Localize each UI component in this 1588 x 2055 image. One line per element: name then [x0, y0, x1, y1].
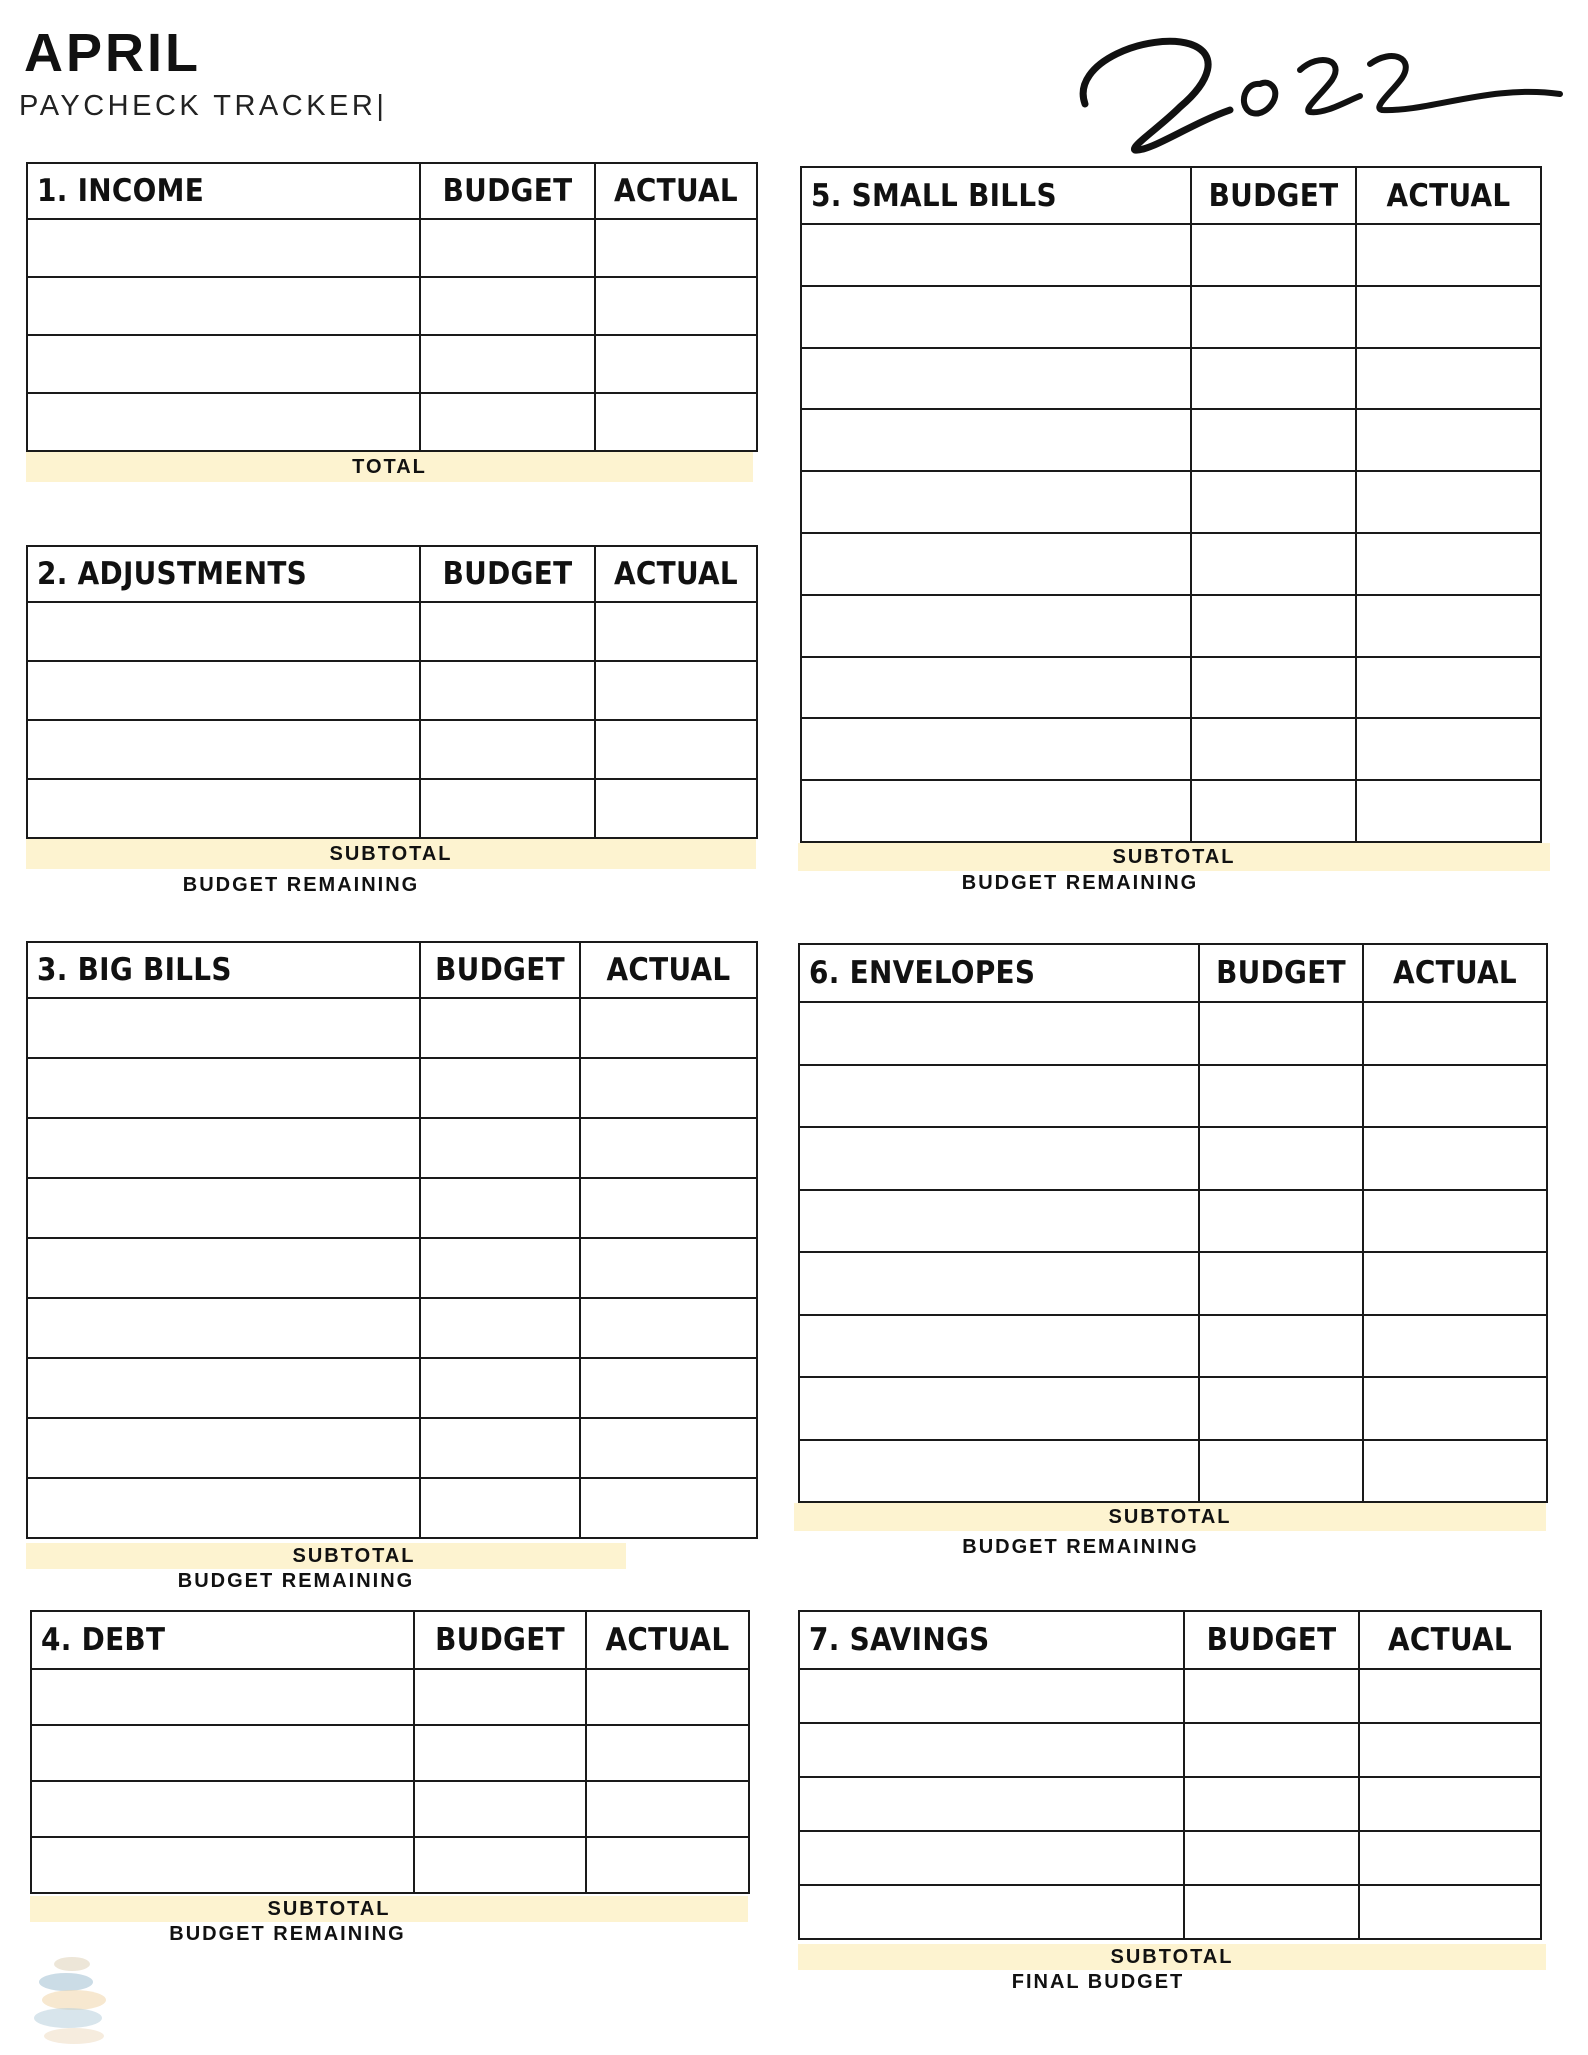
savings-title: 7. SAVINGS — [799, 1611, 1184, 1669]
actual-cell[interactable] — [595, 219, 757, 277]
actual-cell[interactable] — [580, 1358, 757, 1418]
actual-cell[interactable] — [1363, 1127, 1547, 1190]
entry-name-cell[interactable] — [801, 348, 1191, 410]
debt-title: 4. DEBT — [31, 1611, 414, 1669]
budget-cell[interactable] — [420, 1238, 580, 1298]
table-row — [799, 1723, 1541, 1777]
page-title: APRIL — [24, 23, 201, 83]
table-row — [799, 1777, 1541, 1831]
entry-name-cell[interactable] — [799, 1127, 1199, 1190]
table-row — [27, 779, 757, 838]
table-row — [799, 1190, 1547, 1253]
table-row — [799, 1002, 1547, 1065]
entry-name-cell[interactable] — [27, 779, 420, 838]
entry-name-cell[interactable] — [31, 1725, 414, 1781]
actual-cell[interactable] — [1359, 1831, 1541, 1885]
budget-cell[interactable] — [1191, 595, 1356, 657]
entry-name-cell[interactable] — [801, 780, 1191, 842]
budget-cell[interactable] — [420, 1178, 580, 1238]
table-row — [31, 1725, 749, 1781]
entry-name-cell[interactable] — [31, 1837, 414, 1893]
actual-cell[interactable] — [1363, 1377, 1547, 1440]
actual-cell[interactable] — [595, 602, 757, 661]
actual-cell[interactable] — [580, 1418, 757, 1478]
budget-cell[interactable] — [1191, 409, 1356, 471]
savings-subtotal-bar: SUBTOTAL — [798, 1944, 1546, 1970]
table-row — [27, 998, 757, 1058]
envelopes-section — [798, 943, 1546, 1557]
budget-cell[interactable] — [420, 720, 595, 779]
entry-name-cell[interactable] — [799, 1669, 1184, 1723]
budget-column-header: BUDGET — [1184, 1611, 1359, 1669]
table-row — [27, 1298, 757, 1358]
budget-cell[interactable] — [420, 998, 580, 1058]
table-row — [801, 780, 1541, 842]
actual-column-header: ACTUAL — [1363, 944, 1547, 1002]
entry-name-cell[interactable] — [27, 720, 420, 779]
envelopes-budget-remaining: BUDGET REMAINING — [962, 1536, 1199, 1558]
entry-name-cell[interactable] — [27, 602, 420, 661]
budget-cell[interactable] — [1191, 780, 1356, 842]
table-row — [27, 277, 757, 335]
budget-cell[interactable] — [1191, 533, 1356, 595]
budget-cell[interactable] — [1191, 657, 1356, 719]
entry-name-cell[interactable] — [27, 661, 420, 720]
debt-section — [30, 1610, 748, 1944]
actual-column-header: ACTUAL — [1356, 167, 1541, 224]
budget-cell[interactable] — [414, 1669, 586, 1725]
actual-cell[interactable] — [1356, 224, 1541, 286]
debt-budget-remaining: BUDGET REMAINING — [169, 1923, 406, 1945]
actual-cell[interactable] — [580, 1118, 757, 1178]
actual-cell[interactable] — [595, 335, 757, 393]
big-bills-title: 3. BIG BILLS — [27, 942, 420, 998]
adjustments-budget-remaining: BUDGET REMAINING — [182, 874, 420, 896]
budget-cell[interactable] — [420, 661, 595, 720]
budget-cell[interactable] — [420, 219, 595, 277]
table-row — [801, 348, 1541, 410]
entry-name-cell[interactable] — [27, 1358, 420, 1418]
entry-name-cell[interactable] — [799, 1315, 1199, 1378]
actual-cell[interactable] — [580, 1478, 757, 1538]
table-row — [799, 1252, 1547, 1315]
actual-cell[interactable] — [586, 1837, 749, 1893]
budget-column-header: BUDGET — [420, 163, 595, 219]
actual-cell[interactable] — [595, 393, 757, 451]
big-bills-subtotal-label: SUBTOTAL — [292, 1545, 416, 1567]
budget-cell[interactable] — [1199, 1002, 1363, 1065]
budget-cell[interactable] — [420, 335, 595, 393]
budget-cell[interactable] — [1199, 1377, 1363, 1440]
actual-column-header: ACTUAL — [595, 546, 757, 602]
entry-name-cell[interactable] — [27, 1418, 420, 1478]
table-row — [801, 718, 1541, 780]
envelopes-table — [798, 943, 1548, 1503]
actual-cell[interactable] — [1359, 1777, 1541, 1831]
table-row — [27, 1478, 757, 1538]
actual-cell[interactable] — [1356, 780, 1541, 842]
budget-cell[interactable] — [420, 1418, 580, 1478]
actual-cell[interactable] — [586, 1669, 749, 1725]
actual-cell[interactable] — [1356, 657, 1541, 719]
envelopes-title: 6. ENVELOPES — [799, 944, 1199, 1002]
entry-name-cell[interactable] — [31, 1781, 414, 1837]
table-row — [31, 1781, 749, 1837]
budget-column-header: BUDGET — [420, 546, 595, 602]
savings-table — [798, 1610, 1542, 1940]
actual-cell[interactable] — [1356, 409, 1541, 471]
entry-name-cell[interactable] — [799, 1777, 1184, 1831]
table-row — [801, 409, 1541, 471]
budget-cell[interactable] — [420, 1478, 580, 1538]
actual-cell[interactable] — [595, 779, 757, 838]
table-row — [801, 533, 1541, 595]
entry-name-cell[interactable] — [801, 718, 1191, 780]
savings-section — [798, 1610, 1540, 1992]
table-row — [27, 1118, 757, 1178]
table-row — [799, 1831, 1541, 1885]
table-row — [799, 1127, 1547, 1190]
table-row — [27, 661, 757, 720]
big-bills-section — [26, 941, 756, 1591]
table-row — [801, 657, 1541, 719]
actual-cell[interactable] — [1363, 1065, 1547, 1128]
actual-column-header: ACTUAL — [586, 1611, 749, 1669]
budget-cell[interactable] — [1191, 224, 1356, 286]
actual-column-header: ACTUAL — [580, 942, 757, 998]
actual-cell[interactable] — [1356, 471, 1541, 533]
entry-name-cell[interactable] — [27, 1478, 420, 1538]
adjustments-subtotal-bar: SUBTOTAL — [26, 839, 756, 869]
budget-cell[interactable] — [420, 1058, 580, 1118]
budget-cell[interactable] — [1184, 1777, 1359, 1831]
income-total-bar: TOTAL — [26, 452, 753, 482]
budget-cell[interactable] — [414, 1781, 586, 1837]
entry-name-cell[interactable] — [801, 657, 1191, 719]
adjustments-table — [26, 545, 758, 839]
budget-cell[interactable] — [420, 602, 595, 661]
debt-subtotal-bar — [30, 1896, 748, 1922]
table-row — [799, 1885, 1541, 1939]
entry-name-cell[interactable] — [27, 1238, 420, 1298]
entry-name-cell[interactable] — [799, 1002, 1199, 1065]
actual-column-header: ACTUAL — [595, 163, 757, 219]
entry-name-cell[interactable] — [801, 471, 1191, 533]
budget-cell[interactable] — [1199, 1252, 1363, 1315]
actual-cell[interactable] — [595, 277, 757, 335]
budget-cell[interactable] — [1191, 471, 1356, 533]
budget-cell[interactable] — [420, 393, 595, 451]
entry-name-cell[interactable] — [799, 1831, 1184, 1885]
actual-cell[interactable] — [1363, 1440, 1547, 1503]
actual-cell[interactable] — [1356, 286, 1541, 348]
budget-cell[interactable] — [1191, 286, 1356, 348]
table-row — [27, 335, 757, 393]
entry-name-cell[interactable] — [799, 1252, 1199, 1315]
actual-cell[interactable] — [1359, 1723, 1541, 1777]
budget-column-header: BUDGET — [1199, 944, 1363, 1002]
budget-cell[interactable] — [1191, 718, 1356, 780]
savings-final-budget: FINAL BUDGET — [1011, 1971, 1185, 1993]
small-bills-subtotal-bar: SUBTOTAL — [798, 843, 1550, 871]
actual-cell[interactable] — [1363, 1252, 1547, 1315]
income-table — [26, 162, 758, 452]
entry-name-cell[interactable] — [27, 1298, 420, 1358]
table-row — [799, 1377, 1547, 1440]
budget-cell[interactable] — [1199, 1315, 1363, 1378]
entry-name-cell[interactable] — [801, 224, 1191, 286]
budget-cell[interactable] — [1184, 1885, 1359, 1939]
actual-cell[interactable] — [580, 1298, 757, 1358]
entry-name-cell[interactable] — [27, 335, 420, 393]
table-row — [31, 1837, 749, 1893]
table-row — [27, 1358, 757, 1418]
budget-cell[interactable] — [414, 1837, 586, 1893]
small-bills-table — [800, 166, 1542, 843]
small-bills-title: 5. SMALL BILLS — [801, 167, 1191, 224]
table-row — [27, 602, 757, 661]
table-row — [27, 1058, 757, 1118]
budget-cell[interactable] — [1191, 348, 1356, 410]
entry-name-cell[interactable] — [799, 1065, 1199, 1128]
actual-cell[interactable] — [1363, 1315, 1547, 1378]
debt-subtotal-label: SUBTOTAL — [267, 1898, 391, 1920]
table-row — [799, 1440, 1547, 1503]
page-subtitle: PAYCHECK TRACKER| — [19, 90, 388, 122]
big-bills-table — [26, 941, 758, 1539]
budget-cell[interactable] — [420, 1118, 580, 1178]
entry-name-cell[interactable] — [799, 1440, 1199, 1503]
table-row — [801, 471, 1541, 533]
budget-cell[interactable] — [1184, 1831, 1359, 1885]
table-row — [801, 286, 1541, 348]
actual-cell[interactable] — [1356, 595, 1541, 657]
actual-cell[interactable] — [1356, 533, 1541, 595]
actual-cell[interactable] — [580, 998, 757, 1058]
budget-cell[interactable] — [1184, 1669, 1359, 1723]
income-section — [26, 162, 756, 482]
actual-cell[interactable] — [1359, 1669, 1541, 1723]
small-bills-budget-remaining: BUDGET REMAINING — [961, 871, 1199, 894]
small-bills-section — [800, 166, 1540, 893]
table-row — [27, 219, 757, 277]
actual-cell[interactable] — [1363, 1190, 1547, 1253]
budget-column-header: BUDGET — [420, 942, 580, 998]
envelopes-subtotal-bar: SUBTOTAL — [794, 1503, 1546, 1531]
adjustments-title: 2. ADJUSTMENTS — [27, 546, 420, 602]
entry-name-cell[interactable] — [31, 1669, 414, 1725]
entry-name-cell[interactable] — [801, 409, 1191, 471]
table-row — [27, 720, 757, 779]
actual-cell[interactable] — [1359, 1885, 1541, 1939]
actual-column-header: ACTUAL — [1359, 1611, 1541, 1669]
actual-cell[interactable] — [595, 720, 757, 779]
actual-cell[interactable] — [1363, 1002, 1547, 1065]
entry-name-cell[interactable] — [799, 1190, 1199, 1253]
year-signature-icon — [1070, 12, 1570, 162]
budget-column-header: BUDGET — [1191, 167, 1356, 224]
table-row — [799, 1315, 1547, 1378]
big-bills-budget-remaining: BUDGET REMAINING — [177, 1570, 415, 1592]
table-row — [27, 393, 757, 451]
budget-cell[interactable] — [1199, 1440, 1363, 1503]
entry-name-cell[interactable] — [799, 1723, 1184, 1777]
debt-table — [30, 1610, 750, 1894]
income-title: 1. INCOME — [27, 163, 420, 219]
actual-cell[interactable] — [1356, 348, 1541, 410]
entry-name-cell[interactable] — [27, 277, 420, 335]
actual-cell[interactable] — [586, 1725, 749, 1781]
actual-cell[interactable] — [595, 661, 757, 720]
entry-name-cell[interactable] — [27, 219, 420, 277]
table-row — [27, 1238, 757, 1298]
entry-name-cell[interactable] — [801, 533, 1191, 595]
table-row — [27, 1418, 757, 1478]
table-row — [799, 1065, 1547, 1128]
actual-cell[interactable] — [1356, 718, 1541, 780]
actual-cell[interactable] — [580, 1178, 757, 1238]
entry-name-cell[interactable] — [27, 1058, 420, 1118]
budget-cell[interactable] — [420, 1298, 580, 1358]
stacked-stones-icon — [26, 1950, 116, 2045]
entry-name-cell[interactable] — [801, 286, 1191, 348]
budget-cell[interactable] — [414, 1725, 586, 1781]
budget-cell[interactable] — [1199, 1065, 1363, 1128]
table-row — [801, 224, 1541, 286]
table-row — [799, 1669, 1541, 1723]
budget-cell[interactable] — [1199, 1190, 1363, 1253]
adjustments-section — [26, 545, 756, 895]
budget-cell[interactable] — [1184, 1723, 1359, 1777]
actual-cell[interactable] — [580, 1238, 757, 1298]
entry-name-cell[interactable] — [27, 393, 420, 451]
actual-cell[interactable] — [586, 1781, 749, 1837]
budget-cell[interactable] — [1199, 1127, 1363, 1190]
entry-name-cell[interactable] — [801, 595, 1191, 657]
table-row — [27, 1178, 757, 1238]
budget-cell[interactable] — [420, 1358, 580, 1418]
big-bills-subtotal-bar — [26, 1543, 626, 1569]
entry-name-cell[interactable] — [27, 1118, 420, 1178]
entry-name-cell[interactable] — [799, 1885, 1184, 1939]
budget-cell[interactable] — [420, 779, 595, 838]
entry-name-cell[interactable] — [27, 1178, 420, 1238]
table-row — [801, 595, 1541, 657]
budget-column-header: BUDGET — [414, 1611, 586, 1669]
budget-cell[interactable] — [420, 277, 595, 335]
table-row — [31, 1669, 749, 1725]
entry-name-cell[interactable] — [27, 998, 420, 1058]
entry-name-cell[interactable] — [799, 1377, 1199, 1440]
actual-cell[interactable] — [580, 1058, 757, 1118]
